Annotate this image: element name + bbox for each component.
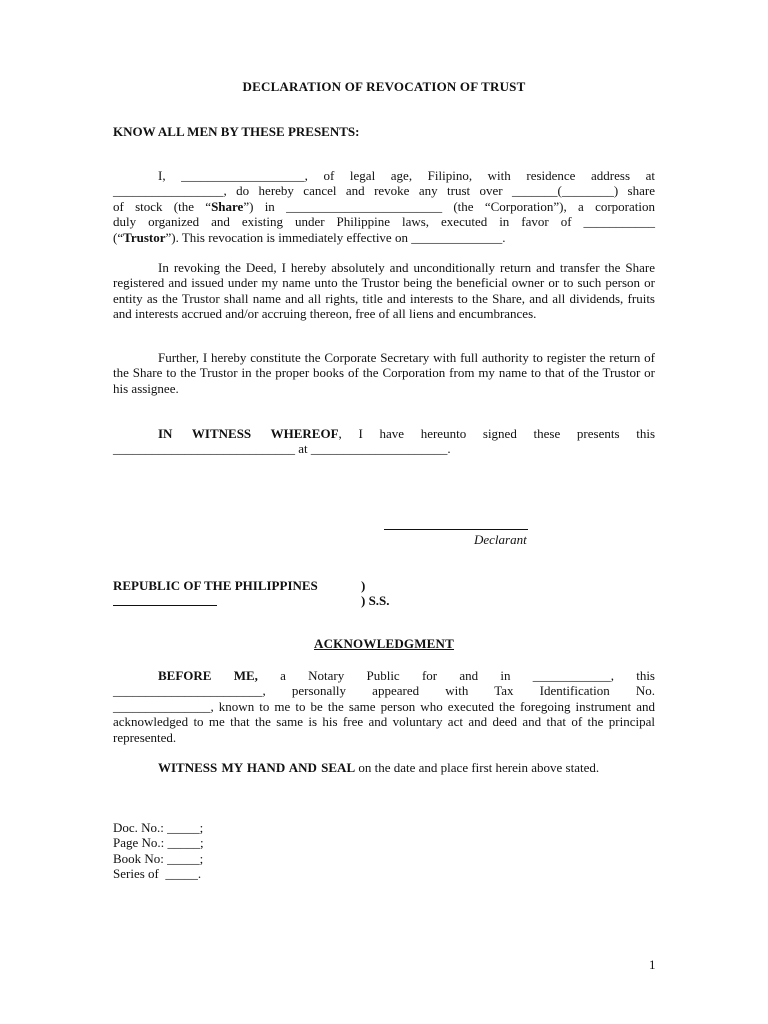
p3-text: Further, I hereby constitute the Corporate Secretary with full authority to register the return of the Share to the Trustor in the proper books of the Corporation from my name to that of the Trustor or his assignee. [113, 350, 655, 396]
venue-paren: ) [361, 578, 366, 593]
ack-line1: a Notary Public for and in ____________, this [257, 668, 655, 683]
paragraph-declaration [113, 168, 655, 245]
witness-whereof [113, 426, 655, 457]
signature-line [384, 529, 528, 530]
witness-line2: ____________________________ at _____________________. [113, 441, 451, 457]
page-number: 1 [649, 957, 656, 972]
p2-text: In revoking the Deed, I hereby absolutely and unconditionally return and transfer the Share registered and issued under my name unto the Trustor being the beneficial owner or to such person or entity as the Trustor shall name and all rights, title and interests to the Share, and all dividends, fruits and interests accrued and/or accruing thereon, free of all liens and encumbrances. [113, 260, 655, 322]
ack-line3: _______________, known to me to be the same person who executed the foregoing instrument and acknowledged to me that the same is his free and voluntary act and deed and that of the principal represented. [113, 698, 655, 745]
p1-line3a: of stock (the “ [113, 198, 212, 214]
acknowledgment-title: ACKNOWLEDGMENT [313, 636, 455, 651]
book-no: Book No: _____; [113, 850, 204, 866]
venue-blank-line [113, 605, 217, 606]
series-of: Series of _____. [113, 866, 202, 882]
notarial-register [113, 820, 204, 882]
p1-line2: _________________, do hereby cancel and revoke any trust over _______(________) share [113, 183, 655, 199]
trustor-term: Trustor [123, 229, 166, 245]
greeting: KNOW ALL MEN BY THESE PRESENTS: [113, 124, 360, 139]
paragraph-seal [113, 760, 655, 775]
document-title: DECLARATION OF REVOCATION OF TRUST [242, 79, 526, 94]
p1-line3c: ”) in ________________________ (the “Corporation”), a corporation [243, 198, 655, 214]
witness-bold: IN WITNESS WHEREOF [158, 426, 339, 441]
venue-ss: ) S.S. [361, 593, 390, 608]
doc-no: Doc. No.: _____; [113, 820, 204, 835]
paragraph-secretary [113, 350, 655, 396]
p1-line4: duly organized and existing under Philippine laws, executed in favor of ___________ [113, 214, 655, 230]
ack-line2: _______________________, personally appeared with Tax Identification No. [113, 683, 655, 699]
witness-rest: , I have hereunto signed these presents this [338, 426, 655, 441]
seal-bold: WITNESS MY HAND AND SEAL [158, 760, 356, 775]
seal-rest: on the date and place first herein above stated. [355, 760, 600, 775]
paragraph-revoking [113, 260, 655, 322]
paragraph-acknowledgment [113, 668, 655, 745]
republic-label: REPUBLIC OF THE PHILIPPINES [113, 578, 318, 593]
before-me-bold: BEFORE ME, [158, 668, 258, 683]
share-term: Share [211, 198, 244, 214]
p1-line5a: (“ [113, 229, 124, 245]
p1-line1: I, ___________________, of legal age, Filipino, with residence address at [158, 168, 655, 183]
page-no: Page No.: _____; [113, 835, 204, 851]
p1-line5c: ”). This revocation is immediately effective on ______________. [165, 229, 506, 245]
declarant-label: Declarant [474, 532, 527, 547]
